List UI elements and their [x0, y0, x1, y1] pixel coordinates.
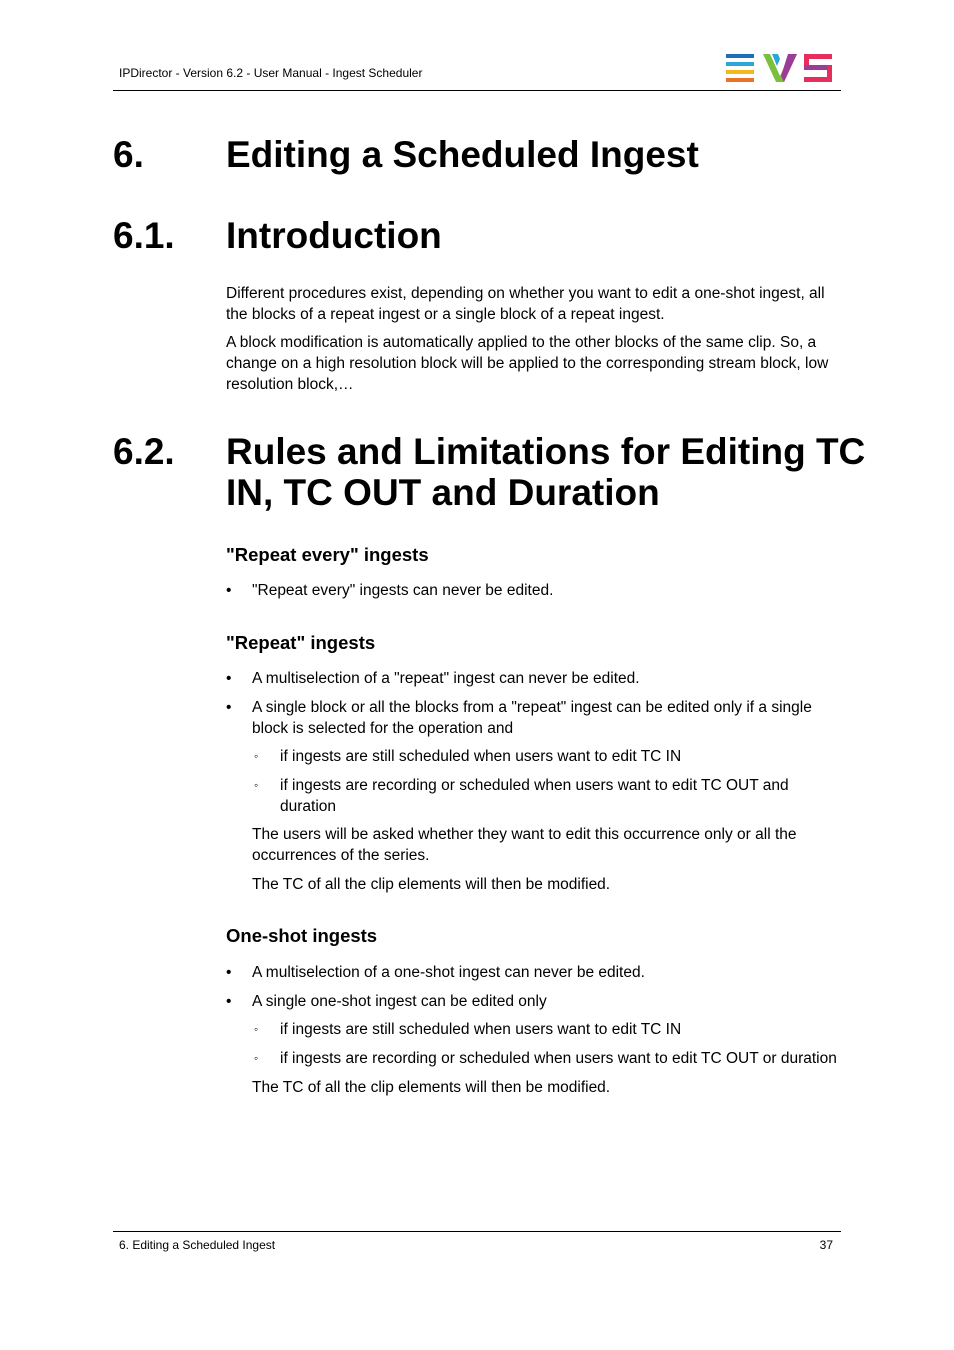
subheading-repeat-every: "Repeat every" ingests	[226, 544, 429, 565]
sub-bullet-item	[254, 746, 682, 767]
sub-bullet-icon: ◦	[254, 1022, 259, 1036]
sub-bullet-icon: ◦	[254, 749, 259, 763]
intro-paragraph-1	[226, 283, 836, 325]
sub-bullet-icon: ◦	[254, 1051, 259, 1065]
note-paragraph: The TC of all the clip elements will then be modified.	[252, 1079, 611, 1096]
text-line: occurrences of the series.	[252, 847, 430, 864]
text-line: Different procedures exist, depending on whether you want to edit a one-shot ingest, all	[226, 285, 825, 302]
text-line: resolution block,…	[226, 376, 354, 393]
bullet-icon: •	[226, 699, 232, 716]
evs-logo	[726, 54, 834, 82]
section-title	[226, 431, 865, 513]
bullet-text: A multiselection of a one-shot ingest can never be edited.	[252, 964, 645, 981]
bullet-item	[226, 962, 645, 983]
bullet-text: A single one-shot ingest can be edited only	[252, 993, 547, 1010]
section-title: Introduction	[226, 215, 442, 256]
bullet-text: if ingests are still scheduled when users want to edit TC IN	[280, 748, 682, 765]
text-line: A block modification is automatically applied to the other blocks of the same clip. So, a	[226, 334, 817, 351]
logo-s	[804, 54, 832, 82]
section-number: 6.1.	[113, 215, 175, 256]
subheading-repeat: "Repeat" ingests	[226, 632, 376, 653]
note-paragraph	[252, 824, 797, 866]
bullet-text: if ingests are recording or scheduled when users want to edit TC OUT or duration	[280, 1050, 837, 1067]
running-header: IPDirector - Version 6.2 - User Manual - Ingest Scheduler	[119, 66, 423, 80]
chapter-number: 6.	[113, 134, 144, 175]
bullet-item	[226, 580, 554, 601]
subheading-one-shot: One-shot ingests	[226, 925, 378, 946]
footer-divider	[113, 1231, 841, 1232]
bullet-icon: •	[226, 582, 232, 599]
note-paragraph: The TC of all the clip elements will then be modified.	[252, 876, 611, 893]
text-line: change on a high resolution block will be applied to the corresponding stream block, low	[226, 355, 829, 372]
sub-bullet-item	[254, 1048, 837, 1069]
logo-v	[763, 54, 797, 82]
sub-bullet-item	[254, 1019, 682, 1040]
sub-bullet-icon: ◦	[254, 778, 259, 792]
bullet-text: A multiselection of a "repeat" ingest can never be edited.	[252, 670, 640, 687]
logo-e	[726, 54, 754, 82]
bullet-item	[226, 991, 547, 1012]
chapter-title: Editing a Scheduled Ingest	[226, 134, 699, 175]
bullet-text: block is selected for the operation and	[252, 720, 514, 737]
bullet-icon: •	[226, 670, 232, 687]
title-line: IN, TC OUT and Duration	[226, 472, 660, 513]
bullet-text: "Repeat every" ingests can never be edited.	[252, 582, 554, 599]
page-number: 37	[819, 1238, 833, 1252]
title-line: Rules and Limitations for Editing TC	[226, 431, 866, 472]
bullet-text: A single block or all the blocks from a "repeat" ingest can be edited only if a single	[252, 699, 812, 716]
bullet-text: if ingests are recording or scheduled when users want to edit TC OUT and	[280, 777, 789, 794]
intro-paragraph-2	[226, 332, 836, 395]
header-divider	[113, 90, 841, 91]
section-number: 6.2.	[113, 431, 175, 472]
text-line: the blocks of a repeat ingest or a single block of a repeat ingest.	[226, 306, 665, 323]
bullet-icon: •	[226, 964, 232, 981]
bullet-text: duration	[280, 798, 337, 815]
bullet-icon: •	[226, 993, 232, 1010]
footer-section: 6. Editing a Scheduled Ingest	[119, 1238, 276, 1252]
sub-bullet-item	[254, 775, 789, 817]
text-line: The users will be asked whether they want to edit this occurrence only or all the	[252, 826, 797, 843]
bullet-item	[226, 668, 640, 689]
bullet-text: if ingests are still scheduled when users want to edit TC IN	[280, 1021, 682, 1038]
bullet-item	[226, 697, 812, 739]
